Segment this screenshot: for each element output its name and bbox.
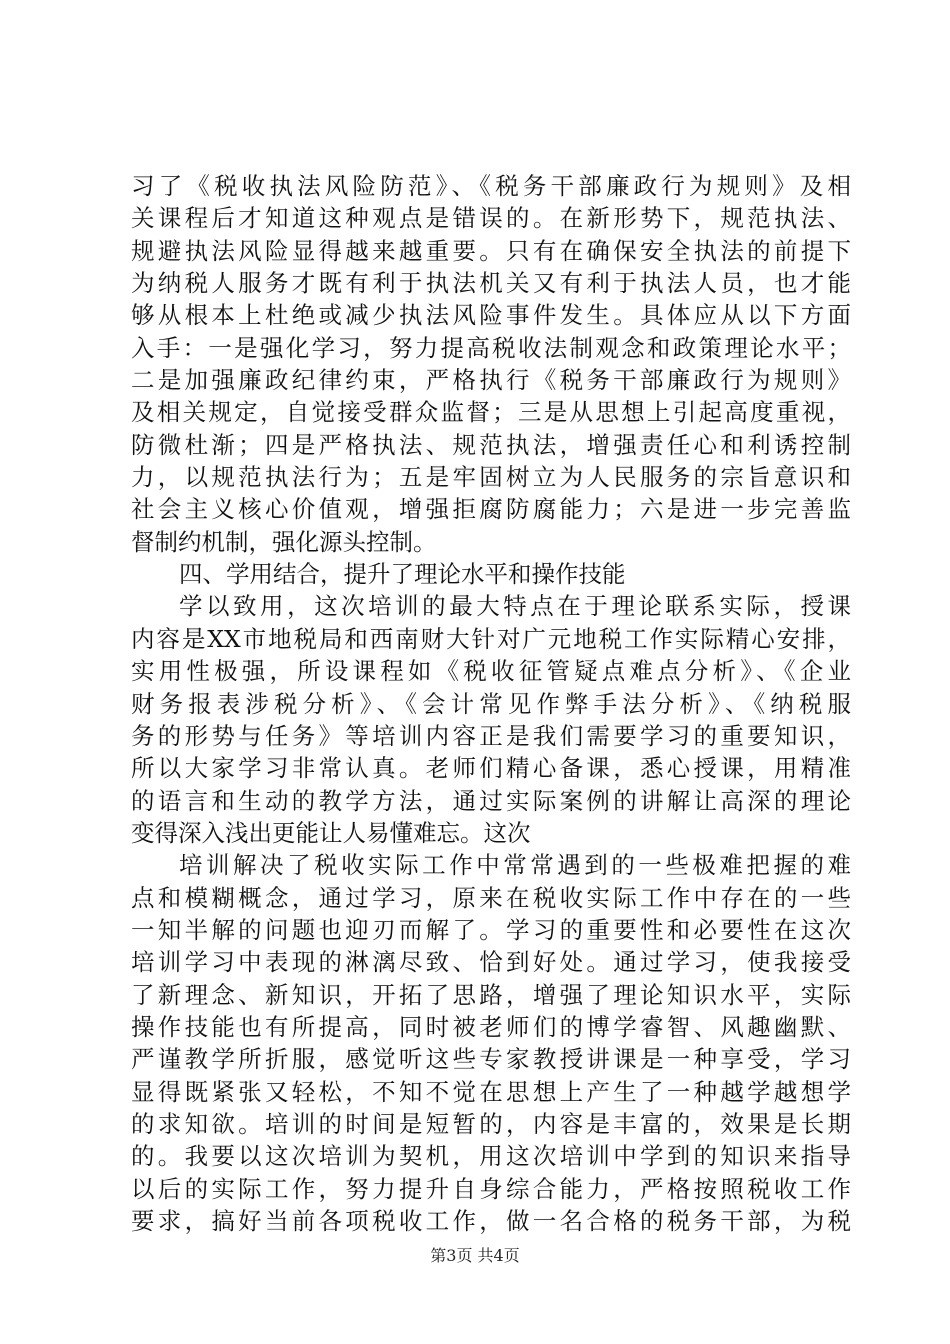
- text-line: 规避执法风险显得越来越重要。只有在确保安全执法的前提下: [131, 236, 851, 265]
- text-line: 关课程后才知道这种观点是错误的。在新形势下，规范执法、: [131, 204, 851, 233]
- text-line: 督制约机制，强化源头控制。: [131, 527, 437, 556]
- page-footer: 第3页 共4页: [430, 1246, 520, 1265]
- text-line: 习了《税收执法风险防范》、《税务干部廉政行为规则》及相: [131, 172, 851, 200]
- text-line: 财务报表涉税分析》、《会计常见作弊手法分析》、《纳税服: [131, 689, 851, 718]
- text-line: 的。我要以这次培训为契机，用这次培训中学到的知识来指导: [131, 1142, 851, 1171]
- text-line: 点和模糊概念，通过学习，原来在税收实际工作中存在的一些: [131, 883, 851, 912]
- section-heading: 四、学用结合，提升了理论水平和操作技能: [179, 560, 626, 589]
- text-line: 以后的实际工作，努力提升自身综合能力，严格按照税收工作: [131, 1174, 851, 1203]
- text-line: 务的形势与任务》等培训内容正是我们需要学习的重要知识，: [131, 721, 851, 750]
- text-line: 二是加强廉政纪律约束，严格执行《税务干部廉政行为规则》: [131, 366, 851, 395]
- text-line: 入手：一是强化学习，努力提高税收法制观念和政策理论水平；: [131, 333, 851, 362]
- text-line: 为纳税人服务才既有利于执法机关又有利于执法人员，也才能: [131, 269, 851, 298]
- text-line: 防微杜渐；四是严格执法、规范执法，增强责任心和利诱控制: [131, 430, 851, 459]
- text-line: 的求知欲。培训的时间是短暂的，内容是丰富的，效果是长期: [131, 1109, 851, 1138]
- text-line: 严谨教学所折服，感觉听这些专家教授讲课是一种享受，学习: [131, 1045, 851, 1074]
- text-line: 变得深入浅出更能让人易懂难忘。这次: [131, 818, 531, 847]
- text-line: 一知半解的问题也迎刃而解了。学习的重要性和必要性在这次: [131, 915, 851, 944]
- text-line: 内容是XX市地税局和西南财大针对广元地税工作实际精心安排，: [131, 624, 851, 653]
- text-line: 了新理念、新知识，开拓了思路，增强了理论知识水平，实际: [131, 980, 851, 1009]
- text-line: 力，以规范执法行为；五是牢固树立为人民服务的宗旨意识和: [131, 463, 851, 492]
- text-line: 所以大家学习非常认真。老师们精心备课，悉心授课，用精准: [131, 754, 851, 783]
- text-line: 实用性极强，所设课程如《税收征管疑点难点分析》、《企业: [131, 657, 851, 686]
- text-line: 操作技能也有所提高，同时被老师们的博学睿智、风趣幽默、: [131, 1012, 851, 1041]
- text-line: 及相关规定，自觉接受群众监督；三是从思想上引起高度重视，: [131, 398, 851, 427]
- text-line: 培训解决了税收实际工作中常常遇到的一些极难把握的难: [179, 851, 851, 880]
- text-line: 的语言和生动的教学方法，通过实际案例的讲解让高深的理论: [131, 786, 851, 815]
- text-line: 培训学习中表现的淋漓尽致、恰到好处。通过学习，使我接受: [131, 948, 851, 977]
- text-line: 要求，搞好当前各项税收工作，做一名合格的税务干部，为税: [131, 1207, 851, 1235]
- text-line: 够从根本上杜绝或减少执法风险事件发生。具体应从以下方面: [131, 301, 851, 330]
- text-line: 显得既紧张又轻松，不知不觉在思想上产生了一种越学越想学: [131, 1077, 851, 1106]
- text-line: 社会主义核心价值观，增强拒腐防腐能力；六是进一步完善监: [131, 495, 851, 524]
- text-line: 学以致用，这次培训的最大特点在于理论联系实际，授课: [179, 592, 851, 621]
- body-text: [131, 170, 851, 1237]
